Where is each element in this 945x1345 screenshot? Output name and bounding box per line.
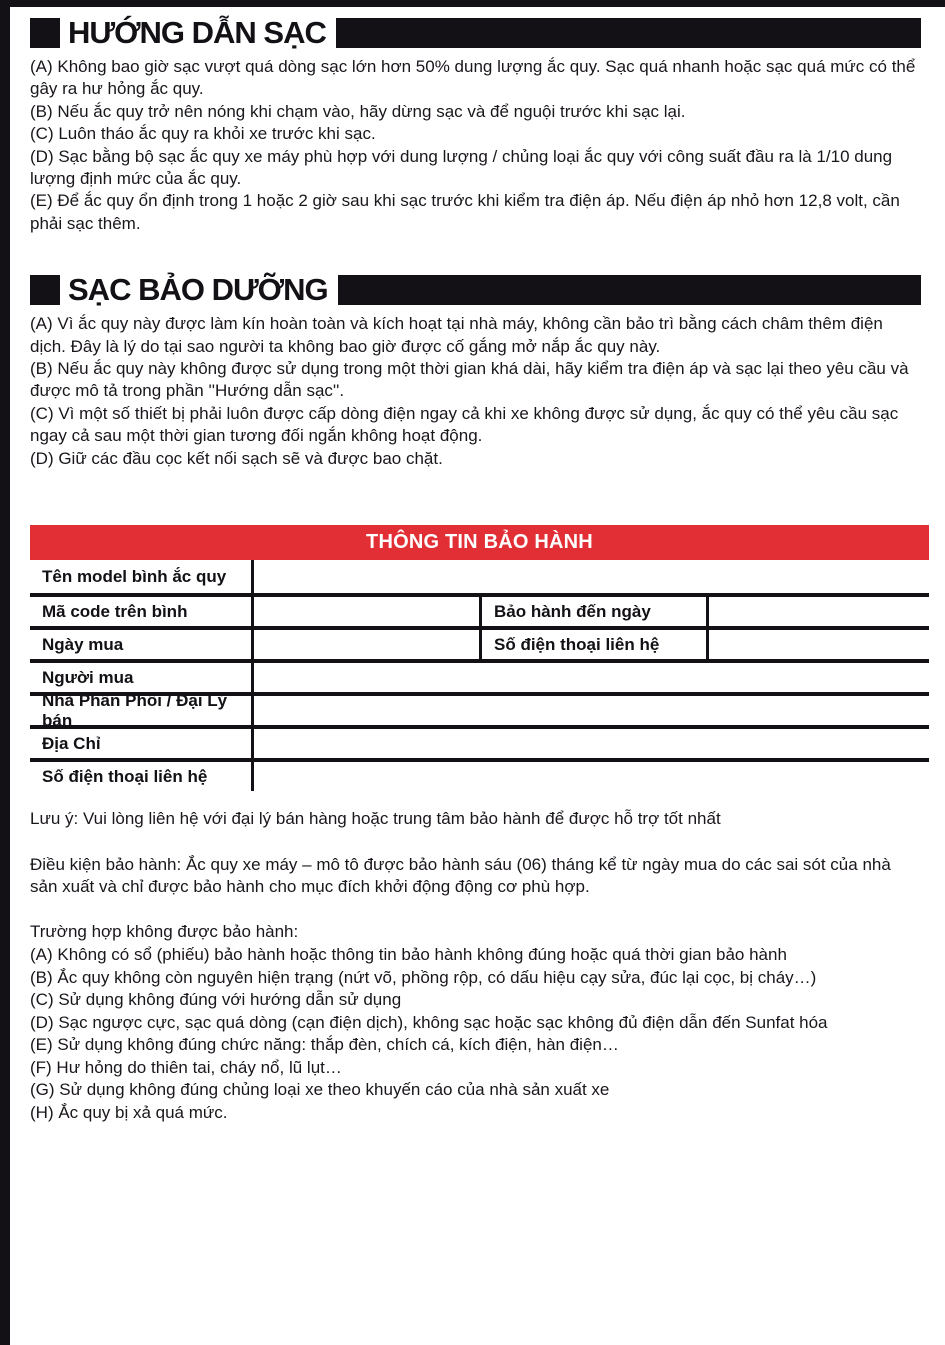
- exclusion-item: (C) Sử dụng không đúng với hướng dẫn sử dụng: [30, 990, 402, 1010]
- table-row: [30, 626, 929, 659]
- row-label: Số điện thoại liên hệ: [482, 630, 709, 659]
- table-row: [30, 560, 929, 593]
- exclusion-item: (F) Hư hỏng do thiên tai, cháy nổ, lũ lụt…: [30, 1057, 342, 1077]
- row-value-field: [709, 630, 929, 659]
- table-row: [30, 725, 929, 758]
- row-value-field: [254, 560, 929, 593]
- row-label: Ngày mua: [30, 630, 254, 659]
- paragraph: (C) Vì một số thiết bị phải luôn được cấp dòng điện ngay cả khi xe không được sử dụng, ắc quy có thể yêu cầu sạc ngay cả sau một thời gian tương đối ngắn không hoạt động.: [30, 403, 899, 446]
- section-body: [30, 56, 921, 235]
- exclusion-item: (D) Sạc ngược cực, sạc quá dòng (cạn điện dịch), không sạc hoặc sạc không đủ điện dẫn đến Sunfat hóa: [30, 1012, 828, 1032]
- header-fill-bar: [336, 18, 921, 48]
- page-top-border: [0, 0, 945, 7]
- section-title: SẠC BẢO DƯỠNG: [68, 272, 328, 308]
- section-header: [30, 15, 921, 51]
- row-label: Địa Chỉ: [30, 729, 254, 758]
- section-maintenance-charging: [30, 272, 921, 470]
- exclusion-item: (A) Không có sổ (phiếu) bảo hành hoặc thông tin bảo hành không đúng hoặc quá thời gian bảo hành: [30, 944, 787, 964]
- row-value-field: [254, 630, 482, 659]
- table-row: [30, 690, 929, 730]
- warranty-conditions: [30, 854, 921, 899]
- page-content: [10, 7, 945, 1125]
- exclusion-item: (B) Ắc quy không còn nguyên hiện trạng (nứt võ, phồng rộp, có dấu hiệu cạy sửa, đúc lại cọc, bị cháy…): [30, 967, 817, 987]
- row-label: Bảo hành đến ngày: [482, 597, 709, 626]
- paragraph: (A) Không bao giờ sạc vượt quá dòng sạc lớn hơn 50% dung lượng ắc quy. Sạc quá nhanh hoặc sạc quá mức có thể gây ra hư hỏng ắc quy.: [30, 57, 916, 99]
- paragraph: (C) Luôn tháo ắc quy ra khỏi xe trước khi sạc.: [30, 124, 376, 144]
- row-value-field: [254, 597, 482, 626]
- row-value-field: [254, 696, 929, 725]
- section-body: [30, 313, 921, 470]
- table-row: [30, 758, 929, 791]
- page-left-border: [0, 0, 10, 1345]
- warranty-table: [30, 525, 929, 791]
- paragraph: (B) Nếu ắc quy trở nên nóng khi chạm vào, hãy dừng sạc và để nguội trước khi sạc lại.: [30, 101, 686, 121]
- warranty-exclusions: [30, 921, 921, 1124]
- exclusion-item: (G) Sử dụng không đúng chủng loại xe theo khuyến cáo của nhà sản xuất xe: [30, 1080, 610, 1100]
- exclusion-item: (H) Ắc quy bị xả quá mức.: [30, 1103, 228, 1123]
- black-square-bullet-icon: [30, 18, 60, 48]
- row-value-field: [254, 762, 929, 791]
- section-charging-instructions: [30, 15, 921, 235]
- exclusion-item: (E) Sử dụng không đúng chức năng: thắp đèn, chích cá, kích điện, hàn điện…: [30, 1035, 619, 1055]
- paragraph: (D) Sạc bằng bộ sạc ắc quy xe máy phù hợp với dung lượng / chủng loại ắc quy với công suất đầu ra là 1/10 dung lượng định mức của ắc quy.: [30, 146, 893, 189]
- paragraph: (D) Giữ các đầu cọc kết nối sạch sẽ và được bao chặt.: [30, 448, 443, 468]
- support-note: [30, 808, 921, 830]
- conditions-text: Điều kiện bảo hành: Ắc quy xe máy – mô tô được bảo hành sáu (06) tháng kể từ ngày mua do các sai sót của nhà sản xuất và chỉ được bảo hành cho mục đích khởi động động cơ phù hợp.: [30, 854, 891, 896]
- header-fill-bar: [338, 275, 921, 305]
- note-text: Lưu ý: Vui lòng liên hệ với đại lý bán hàng hoặc trung tâm bảo hành để được hỗ trợ tốt nhất: [30, 809, 721, 829]
- row-value-field: [709, 597, 929, 626]
- row-label: Tên model bình ắc quy: [30, 560, 254, 593]
- row-label: Mã code trên bình: [30, 597, 254, 626]
- section-header: [30, 272, 921, 308]
- paragraph: (B) Nếu ắc quy này không được sử dụng trong một thời gian khá dài, hãy kiểm tra điện áp và sạc lại theo yêu cầu và được mô tả trong phần ''Hướng dẫn sạc''.: [30, 359, 909, 401]
- row-label: Số điện thoại liên hệ: [30, 762, 254, 791]
- warranty-table-title: THÔNG TIN BẢO HÀNH: [30, 525, 929, 560]
- paragraph: (E) Để ắc quy ổn định trong 1 hoặc 2 giờ sau khi sạc trước khi kiểm tra điện áp. Nếu điện áp nhỏ hơn 12,8 volt, cần phải sạc thêm.: [30, 191, 900, 233]
- section-title: HƯỚNG DẪN SẠC: [68, 15, 326, 50]
- row-label: Nhà Phân Phối / Đại Lý bán: [30, 696, 254, 725]
- row-value-field: [254, 729, 929, 758]
- table-row: [30, 593, 929, 626]
- row-value-field: [254, 663, 929, 692]
- black-square-bullet-icon: [30, 275, 60, 305]
- paragraph: (A) Vì ắc quy này được làm kín hoàn toàn và kích hoạt tại nhà máy, không cần bảo trì bằng cách châm thêm điện dịch. Đây là lý do tại sao người ta không bao giờ được cố gắng mở nắp ắc quy này.: [30, 314, 883, 356]
- table-row: [30, 659, 929, 692]
- exclusions-heading: Trường hợp không được bảo hành:: [30, 922, 299, 942]
- row-label: Người mua: [30, 663, 254, 692]
